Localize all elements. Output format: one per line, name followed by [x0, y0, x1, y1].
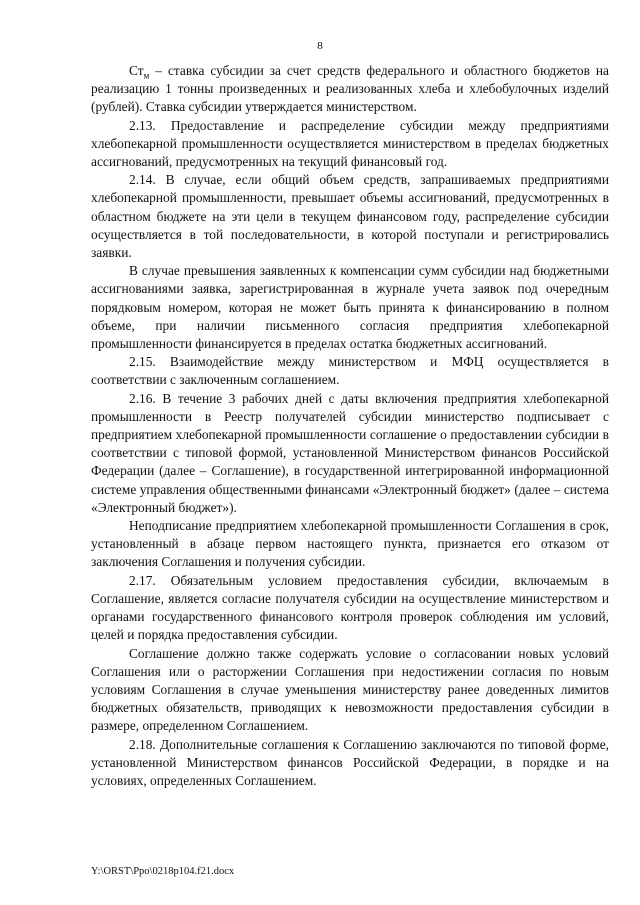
paragraph-2-13: 2.13. Предоставление и распределение субсидии между предприятиями хлебопекарной промышленности осуществляется министерством в пределах бюджетных ассигнований, предусмотренных на текущий финансовый год.	[91, 117, 609, 170]
paragraph-2-16: 2.16. В течение 3 рабочих дней с даты включения предприятия хлебопекарной промышленности в Реестр получателей субсидии министерство подписывает с предприятием хлебопекарной промышленности соглашение о предоставлении субсидии в соответствии с типовой формой, установленной Министерством финансов Российской Федерации (далее – Соглашение), в государственной интегрированной информационной системе управления общественными финансами «Электронный бюджет» (далее – система «Электронный бюджет»).	[91, 390, 609, 515]
rate-symbol: $Ст_м$	[129, 63, 150, 81]
document-body	[91, 62, 609, 790]
paragraph-2-16-nonsigning: Неподписание предприятием хлебопекарной промышленности Соглашения в срок, установленный в абзаце первом настоящего пункта, признается его отказом от заключения Соглашения и получения субсидии.	[91, 518, 609, 570]
page-number: 8	[317, 40, 323, 52]
paragraph-2-14: 2.14. В случае, если общий объем средств, запрашиваемых предприятиями хлебопекарной промышленности, превышает объемы ассигнований, предусмотренных в областном бюджете на эти цели в текущем финансовом году, распределение субсидии осуществляется в той последовательности, в которой поступали и регистрировались заявки.	[91, 172, 609, 261]
paragraph-2-18: 2.18. Дополнительные соглашения к Соглашению заключаются по типовой форме, установленной Министерством финансов Российской Федерации, в порядке и на условиях, определенных Соглашением.	[91, 736, 609, 788]
paragraph-rate-definition	[91, 62, 609, 117]
footer-file-path: Y:\ORST\Ppo\0218p104.f21.docx	[91, 866, 235, 877]
paragraph-2-14-excess: В случае превышения заявленных к компенсации сумм субсидии над бюджетными ассигнованиями заявка, зарегистрированная в журнале учета заявок под очередным порядковым номером, которая не может быть принята к финансированию в полном объеме, при наличии письменного согласия предприятия хлебопекарной промышленности финансируется в пределах остатка бюджетных ассигнований.	[91, 263, 609, 352]
paragraph-2-15: 2.15. Взаимодействие между министерством и МФЦ осуществляется в соответствии с заключенным соглашением.	[91, 354, 609, 388]
rate-definition-text: – ставка субсидии за счет средств федерального и областного бюджетов на реализацию 1 тонны произведенных и реализованных хлеба и хлебобулочных изделий (рублей). Ставка субсидии утверждается министерством.	[91, 63, 609, 115]
paragraph-2-17: 2.17. Обязательным условием предоставления субсидии, включаемым в Соглашение, является согласие получателя субсидии на осуществление министерством и органами государственного финансового контроля проверок соблюдения им условий, целей и порядка предоставления субсидии.	[91, 572, 609, 643]
paragraph-2-17-conditions: Соглашение должно также содержать условие о согласовании новых условий Соглашения или о расторжении Соглашения при недостижении согласия по новым условиям Соглашения в случае уменьшения министерству ранее доведенных лимитов бюджетных обязательств, приводящих к невозможности предоставления субсидии в размере, определенном Соглашением.	[91, 645, 609, 734]
